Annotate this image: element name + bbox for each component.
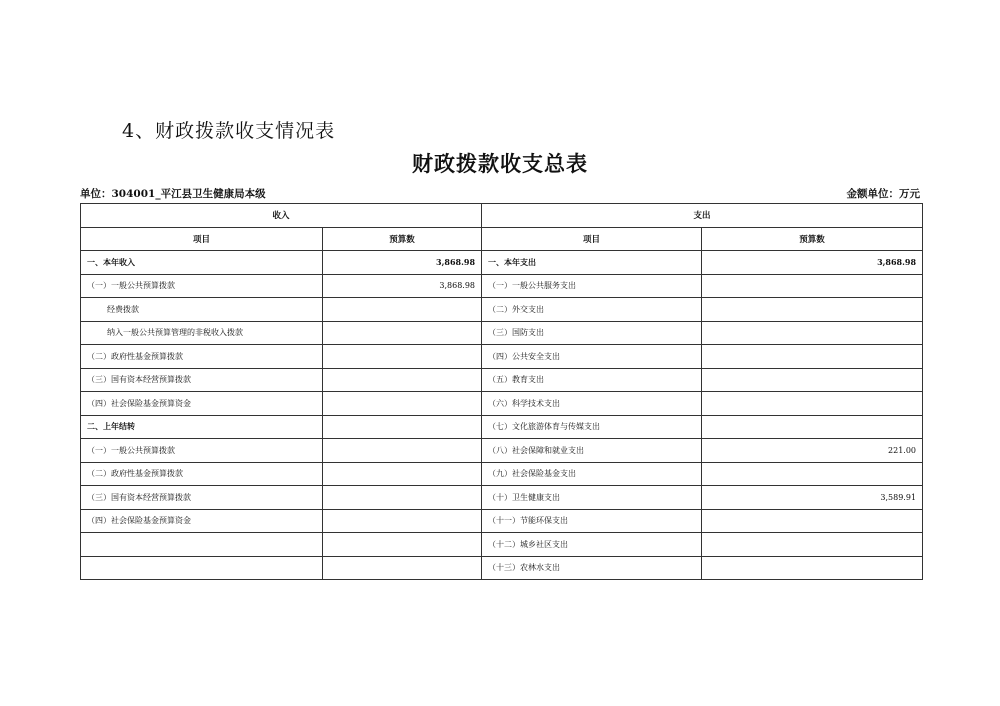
- income-item-cell: 一、本年收入: [81, 251, 323, 275]
- expense-item-cell: （十）卫生健康支出: [482, 486, 702, 510]
- expense-item-cell: （一）一般公共服务支出: [482, 274, 702, 298]
- table-row: [81, 556, 923, 580]
- table-row: [81, 533, 923, 557]
- expense-item-cell: （三）国防支出: [482, 321, 702, 345]
- income-item-cell: 经费拨款: [81, 298, 323, 322]
- expense-value-cell: [702, 345, 923, 369]
- table-row: [81, 486, 923, 510]
- income-item-cell: （四）社会保险基金预算资金: [81, 509, 323, 533]
- table-row: [81, 439, 923, 463]
- table-row: [81, 298, 923, 322]
- income-value-cell: [323, 345, 482, 369]
- table-row: [81, 321, 923, 345]
- expense-value-cell: 221.00: [702, 439, 923, 463]
- income-item-cell: 二、上年结转: [81, 415, 323, 439]
- income-value-cell: [323, 321, 482, 345]
- income-item-cell: （二）政府性基金预算拨款: [81, 345, 323, 369]
- table-row: [81, 392, 923, 416]
- income-value-cell: [323, 533, 482, 557]
- expense-col-budget: 预算数: [702, 227, 923, 251]
- expense-value-cell: [702, 298, 923, 322]
- expense-value-cell: [702, 321, 923, 345]
- income-value-cell: [323, 486, 482, 510]
- table-row: [81, 509, 923, 533]
- section-heading: 4、财政拨款收支情况表: [122, 120, 336, 142]
- expense-item-cell: （四）公共安全支出: [482, 345, 702, 369]
- income-value-cell: [323, 556, 482, 580]
- income-item-cell: [81, 533, 323, 557]
- table-row: [81, 345, 923, 369]
- expense-item-cell: 一、本年支出: [482, 251, 702, 275]
- income-item-cell: （一）一般公共预算拨款: [81, 274, 323, 298]
- table-row: [81, 415, 923, 439]
- income-item-cell: （三）国有资本经营预算拨款: [81, 368, 323, 392]
- income-value-cell: [323, 439, 482, 463]
- expense-item-cell: （十三）农林水支出: [482, 556, 702, 580]
- expense-item-cell: （七）文化旅游体育与传媒支出: [482, 415, 702, 439]
- expense-item-cell: （十二）城乡社区支出: [482, 533, 702, 557]
- table-row: [81, 368, 923, 392]
- income-item-cell: [81, 556, 323, 580]
- income-header: 收入: [81, 204, 482, 228]
- budget-table: [80, 203, 923, 580]
- income-item-cell: （三）国有资本经营预算拨款: [81, 486, 323, 510]
- income-value-cell: [323, 392, 482, 416]
- expense-value-cell: [702, 415, 923, 439]
- table-row: [81, 462, 923, 486]
- income-value-cell: [323, 509, 482, 533]
- expense-item-cell: （五）教育支出: [482, 368, 702, 392]
- table-body: [81, 204, 923, 580]
- expense-value-cell: [702, 533, 923, 557]
- income-col-budget: 预算数: [323, 227, 482, 251]
- expense-header: 支出: [482, 204, 923, 228]
- income-value-cell: [323, 415, 482, 439]
- amount-unit-label: 金额单位：万元: [846, 188, 920, 200]
- income-col-item: 项目: [81, 227, 323, 251]
- expense-item-cell: （六）科学技术支出: [482, 392, 702, 416]
- income-item-cell: （四）社会保险基金预算资金: [81, 392, 323, 416]
- income-item-cell: （一）一般公共预算拨款: [81, 439, 323, 463]
- group-header-row: [81, 204, 923, 228]
- expense-value-cell: [702, 462, 923, 486]
- expense-value-cell: [702, 509, 923, 533]
- income-item-cell: （二）政府性基金预算拨款: [81, 462, 323, 486]
- income-value-cell: [323, 298, 482, 322]
- expense-value-cell: [702, 556, 923, 580]
- income-value-cell: [323, 462, 482, 486]
- expense-value-cell: [702, 274, 923, 298]
- income-item-cell: 纳入一般公共预算管理的非税收入拨款: [81, 321, 323, 345]
- income-value-cell: [323, 368, 482, 392]
- page-title: 财政拨款收支总表: [412, 151, 588, 176]
- expense-col-item: 项目: [482, 227, 702, 251]
- expense-value-cell: [702, 368, 923, 392]
- income-value-cell: 3,868.98: [323, 251, 482, 275]
- expense-value-cell: 3,868.98: [702, 251, 923, 275]
- unit-label: 单位：304001_平江县卫生健康局本级: [80, 188, 266, 200]
- expense-item-cell: （八）社会保障和就业支出: [482, 439, 702, 463]
- expense-value-cell: 3,589.91: [702, 486, 923, 510]
- expense-item-cell: （十一）节能环保支出: [482, 509, 702, 533]
- expense-item-cell: （二）外交支出: [482, 298, 702, 322]
- expense-item-cell: （九）社会保险基金支出: [482, 462, 702, 486]
- table-row: [81, 251, 923, 275]
- income-value-cell: 3,868.98: [323, 274, 482, 298]
- expense-value-cell: [702, 392, 923, 416]
- column-header-row: [81, 227, 923, 251]
- table-row: [81, 274, 923, 298]
